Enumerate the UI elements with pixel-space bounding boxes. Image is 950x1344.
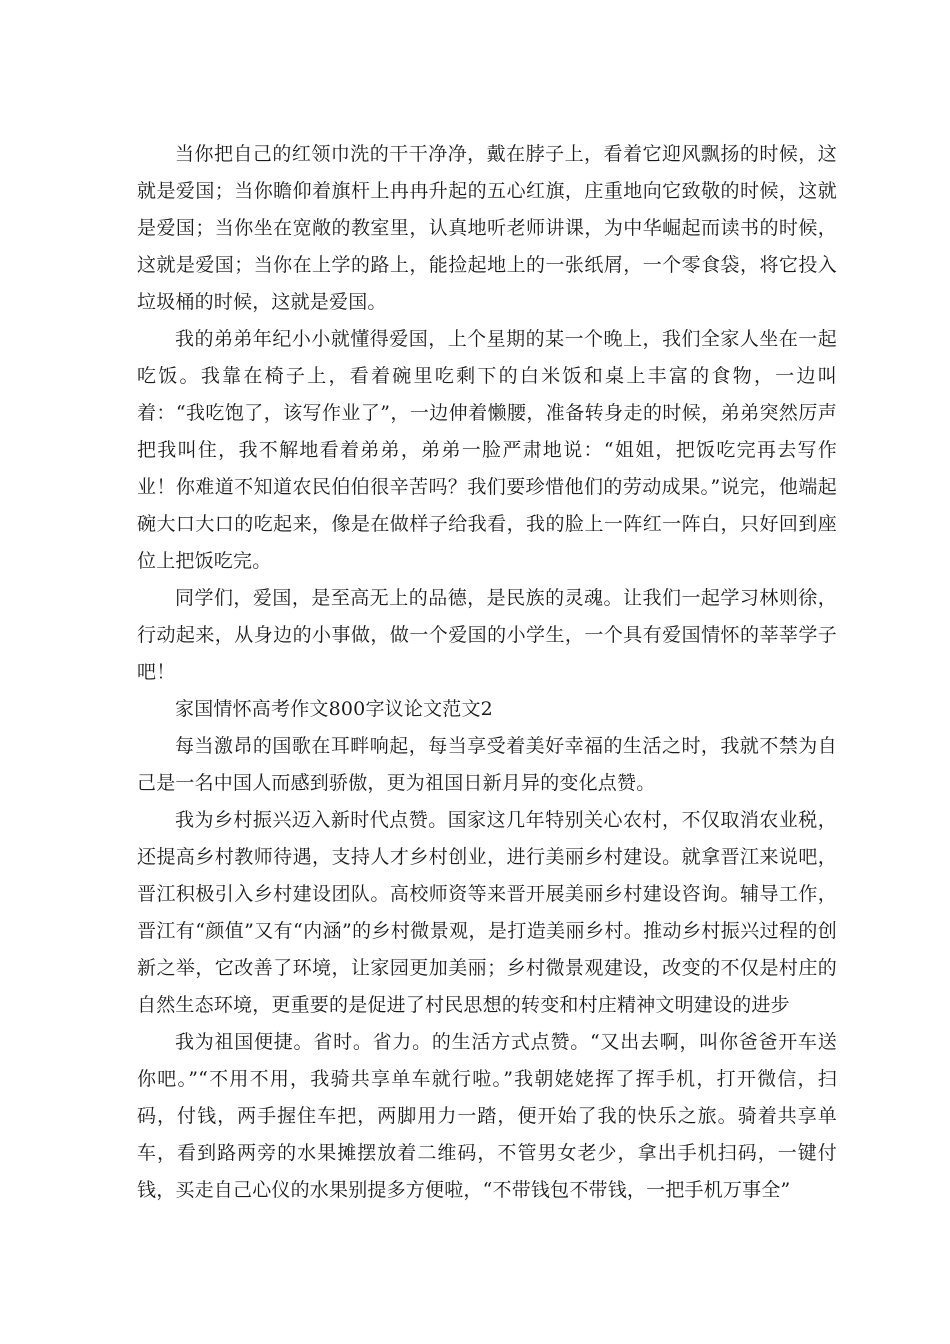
paragraph-national-anthem: 每当激昂的国歌在耳畔响起，每当享受着美好幸福的生活之时，我就不禁为自己是一名中国人而感到骄傲，更为祖国日新月异的变化点赞。 bbox=[137, 735, 837, 794]
essay-heading: 家国情怀高考作文800字议论文范文2 bbox=[175, 698, 493, 720]
paragraph-brother-story: 我的弟弟年纪小小就懂得爱国，上个星期的某一个晚上，我们全家人坐在一起吃饭。我靠在椅子上，看着碗里吃剩下的白米饭和桌上丰富的食物，一边叫着：“我吃饱了，该写作业了”，一边伸着懒腰，准备转身走的时候，弟弟突然厉声把我叫住，我不解地看着弟弟，弟弟一脸严肃地说：“姐姐，把饭吃完再去写作业！你难道不知道农民伯伯很辛苦吗？我们要珍惜他们的劳动成果。”说完，他端起碗大口大口的吃起来，像是在做样子给我看，我的脸上一阵红一阵白，只好回到座位上把饭吃完。 bbox=[137, 328, 837, 572]
paragraph-patriotism-examples: 当你把自己的红领巾洗的干干净净，戴在脖子上，看着它迎风飘扬的时候，这就是爱国；当你瞻仰着旗杆上冉冉升起的五心红旗，庄重地向它致敬的时候，这就是爱国；当你坐在宽敞的教室里，认真地听老师讲课，为中华崛起而读书的时候，这就是爱国；当你在上学的路上，能捡起地上的一张纸屑，一个零食袋，将它投入垃圾桶的时候，这就是爱国。 bbox=[137, 143, 837, 313]
paragraph-convenient-life: 我为祖国便捷。省时。省力。的生活方式点赞。“又出去啊，叫你爸爸开车送你吧。”“不用不用，我骑共享单车就行啦。”我朝姥姥挥了挥手机，打开微信，扫码，付钱，两手握住车把，两脚用力一踏，便开始了我的快乐之旅。骑着共享单车，看到路两旁的水果摊摆放着二维码，不管男女老少，拿出手机扫码，一键付钱，买走自己心仪的水果别提多方便啦，“不带钱包不带钱，一把手机万事全” bbox=[137, 1031, 837, 1201]
paragraph-call-to-action: 同学们，爱国，是至高无上的品德，是民族的灵魂。让我们一起学习林则徐，行动起来，从身边的小事做，做一个爱国的小学生，一个具有爱国情怀的莘莘学子吧！ bbox=[137, 587, 837, 683]
document-body bbox=[137, 136, 837, 1209]
paragraph-rural-revitalization: 我为乡村振兴迈入新时代点赞。国家这几年特别关心农村，不仅取消农业税，还提高乡村教师待遇，支持人才乡村创业，进行美丽乡村建设。就拿晋江来说吧，晋江积极引入乡村建设团队。高校师资等来晋开展美丽乡村建设咨询。辅导工作，晋江有“颜值”又有“内涵”的乡村微景观，是打造美丽乡村。推动乡村振兴过程的创新之举，它改善了环境，让家园更加美丽；乡村微景观建设，改变的不仅是村庄的自然生态环境，更重要的是促进了村民思想的转变和村庄精神文明建设的进步 bbox=[137, 809, 837, 1016]
